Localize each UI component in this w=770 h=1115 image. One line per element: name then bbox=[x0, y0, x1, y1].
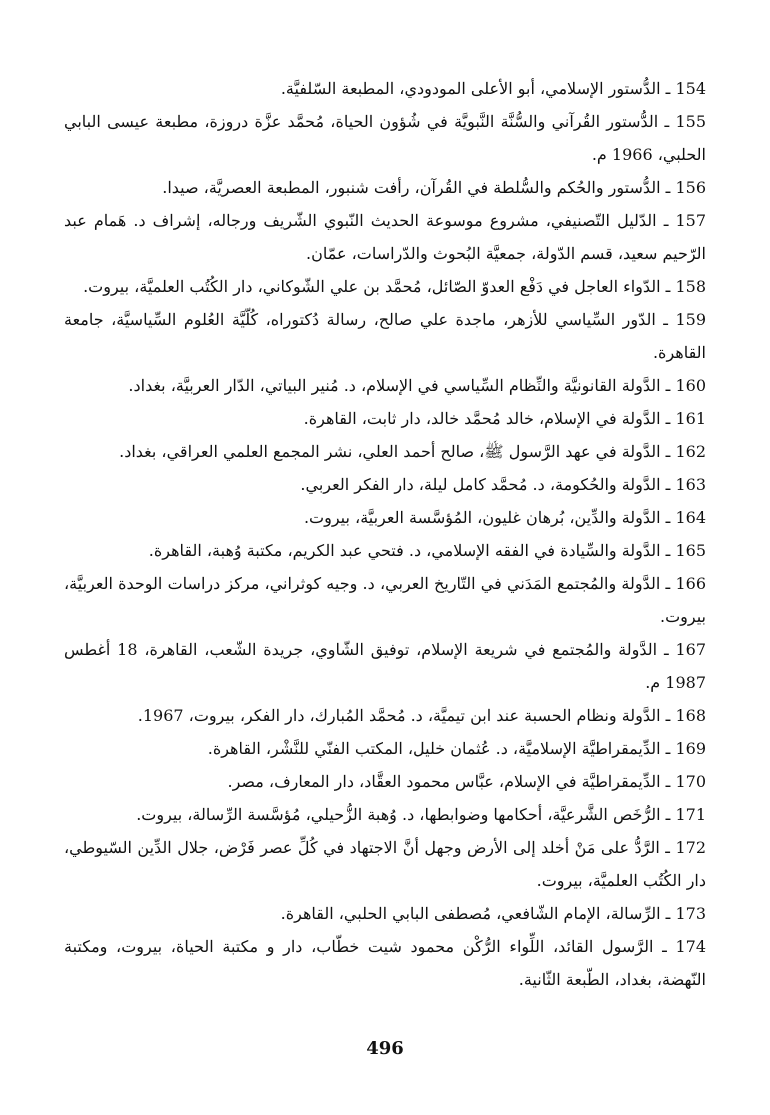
bibliography-entry: 159 ـ الدّور السِّياسي للأزهر، ماجدة علي صالح، رسالة دُكتوراه، كُلّيَّة العُلوم السِّياسيَّة، جامعة القاهرة. bbox=[64, 310, 707, 362]
bibliography-entry: 170 ـ الدِّيمقراطيَّة في الإسلام، عبَّاس محمود العقَّاد، دار المعارف، مصر. bbox=[227, 772, 706, 791]
bibliography-entry: 167 ـ الدَّولة والمُجتمع في شريعة الإسلام، توفيق الشّاوي، جريدة الشّعب، القاهرة، 18 أغطس 1987 م. bbox=[64, 640, 707, 692]
bibliography-entry: 166 ـ الدَّولة والمُجتمع المَدَني في التّاريخ العربي، د. وجيه كوثراني، مركز دراسات الوحدة العربيَّة، بيروت. bbox=[64, 574, 706, 626]
bibliography-entry: 162 ـ الدَّولة في عهد الرَّسول ﷺ، صالح أحمد العلي، نشر المجمع العلمي العراقي، بغداد. bbox=[119, 442, 706, 461]
bibliography-entry: 165 ـ الدَّولة والسِّيادة في الفقه الإسلامي، د. فتحي عبد الكريم، مكتبة وُهبة، القاهرة. bbox=[148, 541, 706, 560]
bibliography-entry: 155 ـ الدُّستور القُرآني والسُّنَّة النَّبويَّة في شُؤون الحياة، مُحمَّد عزَّة دروزة، مطبعة عيسى البابي الحلبي، 1966 م. bbox=[64, 112, 706, 164]
bibliography-entry: 169 ـ الدِّيمقراطيَّة الإسلاميَّة، د. عُثمان خليل، المكتب الفنّي للنَّشْر، القاهرة. bbox=[207, 739, 706, 758]
bibliography-entry: 172 ـ الرَّدُّ على مَنْ أخلد إلى الأرض وجهل أنَّ الاجتهاد في كُلِّ عصر فَرْض، جلال الدِّين السّيوطي، دار الكُتُب العلميَّة، بيروت. bbox=[64, 838, 707, 890]
bibliography-page bbox=[64, 72, 706, 1052]
bibliography-entry: 173 ـ الرِّسالة، الإمام الشّافعي، مُصطفى البابي الحلبي، القاهرة. bbox=[280, 904, 706, 923]
page-number: 496 bbox=[366, 1038, 404, 1059]
bibliography-entry: 161 ـ الدَّولة في الإسلام، خالد مُحمَّد خالد، دار ثابت، القاهرة. bbox=[303, 409, 706, 428]
bibliography-entry: 157 ـ الدّليل التّصنيفي، مشروع موسوعة الحديث النّبوي الشّريف ورجاله، إشراف د. هَمام عبد الرّحيم سعيد، قسم الدّولة، جمعيَّة البُحوث والدّراسات، عمّان. bbox=[64, 211, 706, 263]
bibliography-entry: 160 ـ الدَّولة القانونيَّة والنِّظام السِّياسي في الإسلام، د. مُنير البياتي، الدّار العربيَّة، بغداد. bbox=[128, 376, 706, 395]
bibliography-entry: 156 ـ الدُّستور والحُكم والسُّلطة في القُرآن، رأفت شنبور، المطبعة العصريَّة، صيدا. bbox=[162, 178, 706, 197]
bibliography-entry: 171 ـ الرُّخَص الشَّرعيَّة، أحكامها وضوابطها، د. وُهبة الزُّحيلي، مُؤسَّسة الرِّسالة، بيروت. bbox=[136, 805, 706, 824]
bibliography-entry: 174 ـ الرَّسول القائد، اللِّواء الرُّكْن محمود شيت خطّاب، دار و مكتبة الحياة، بيروت، ومكتبة النّهضة، بغداد، الطّبعة الثّانية. bbox=[64, 937, 706, 989]
bibliography-entry: 158 ـ الدّواء العاجل في دَفْع العدوّ الصّائل، مُحمَّد بن علي الشّوكاني، دار الكُتُب العلميَّة، بيروت. bbox=[83, 277, 706, 296]
bibliography-entry: 154 ـ الدُّستور الإسلامي، أبو الأعلى المودودي، المطبعة السّلفيَّة. bbox=[280, 79, 706, 98]
bibliography-entry: 164 ـ الدَّولة والدِّين، بُرهان غليون، المُؤسَّسة العربيَّة، بيروت. bbox=[303, 508, 706, 527]
bibliography-entry: 168 ـ الدَّولة ونظام الحسبة عند ابن تيميَّة، د. مُحمَّد المُبارك، دار الفكر، بيروت، 1967. bbox=[137, 706, 706, 725]
bibliography-entry: 163 ـ الدَّولة والحُكومة، د. مُحمَّد كامل ليلة، دار الفكر العربي. bbox=[300, 475, 706, 494]
bibliography-list bbox=[64, 72, 706, 996]
